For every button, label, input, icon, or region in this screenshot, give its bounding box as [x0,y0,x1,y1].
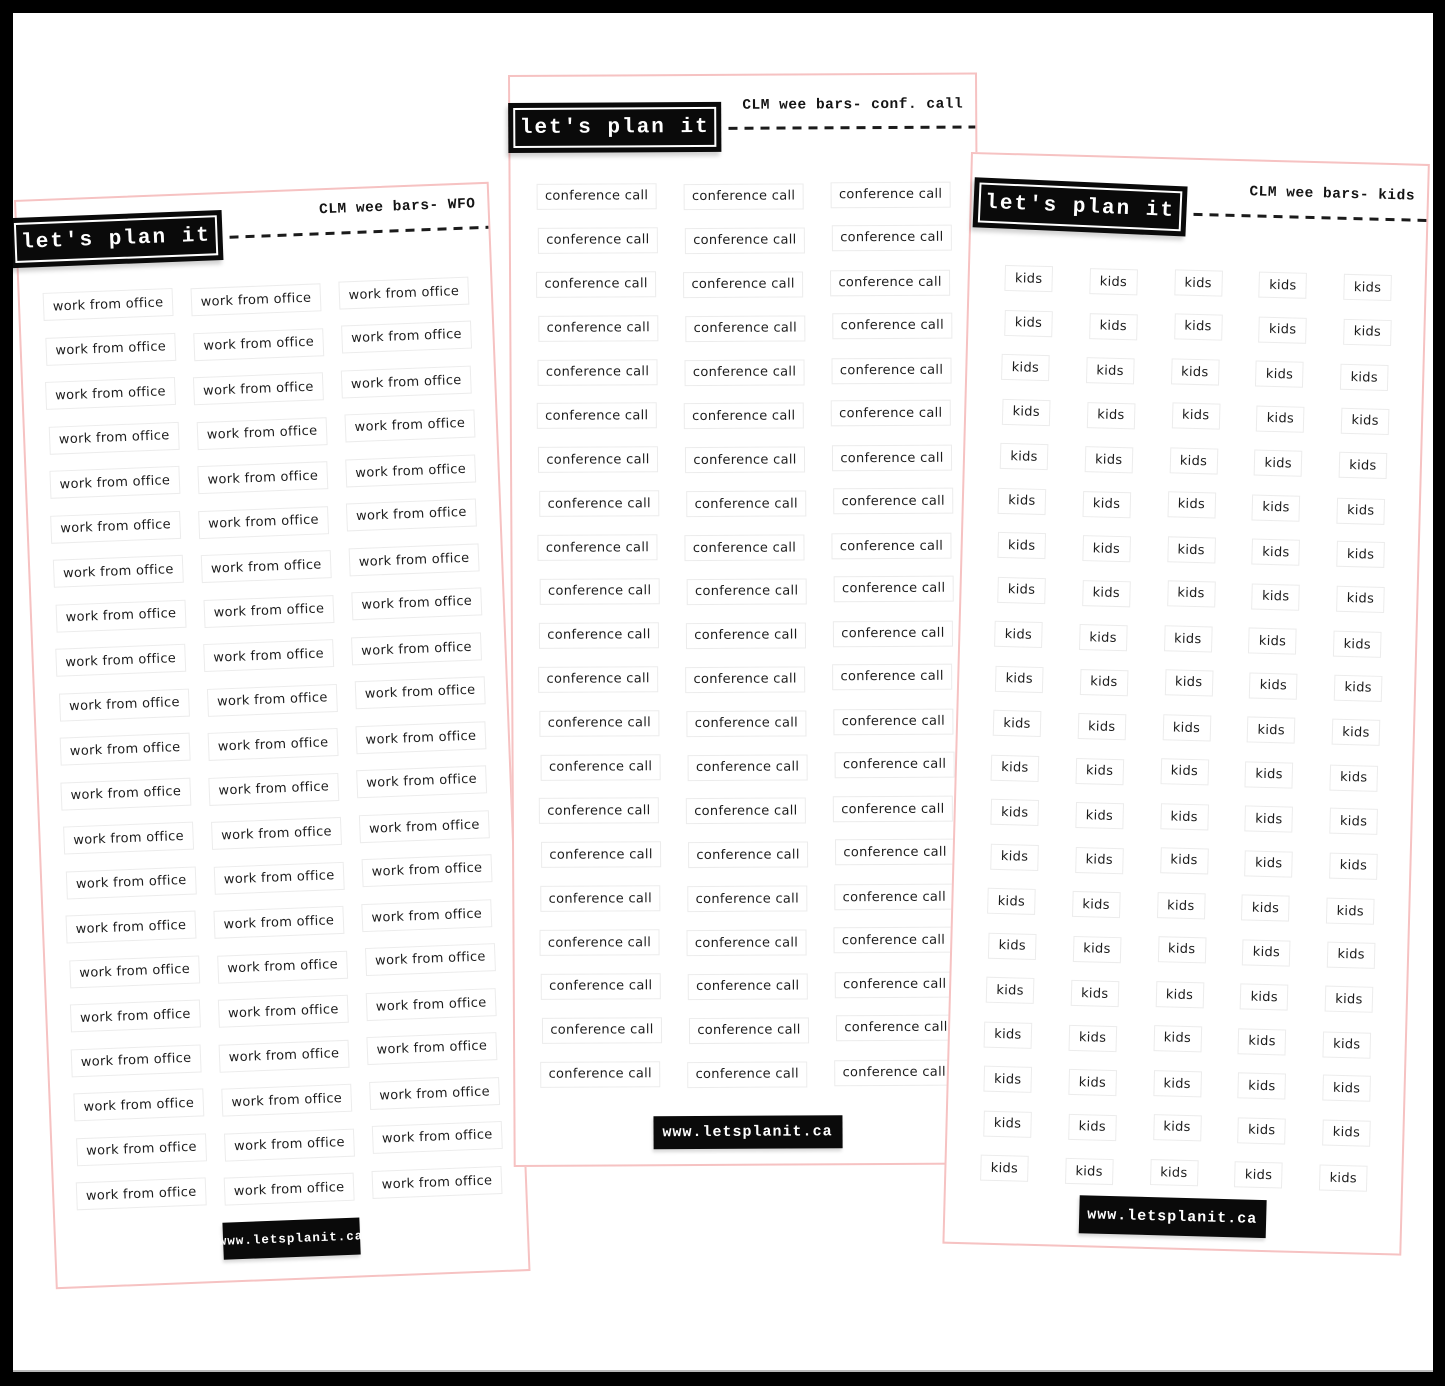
sticker: conference call [835,839,955,866]
sticker: conference call [688,973,808,1000]
sticker: kids [990,799,1039,826]
sticker-row [511,392,976,438]
sticker: conference call [539,798,659,825]
sticker: work from office [193,373,324,406]
sticker: kids [1234,1162,1283,1189]
sticker: conference call [835,972,955,999]
sticker: work from office [346,498,477,531]
sticker: work from office [76,1133,207,1166]
sticker: conference call [540,578,660,605]
sticker: kids [1249,672,1298,699]
sticker: work from office [193,328,324,361]
sticker: conference call [836,1015,956,1042]
sticker-row [512,436,977,482]
sticker: kids [1241,895,1290,922]
sticker: kids [1162,714,1211,741]
lets-plan-it-logo [973,177,1188,236]
sticker: kids [1252,494,1301,521]
sticker: conference call [683,271,803,298]
sticker: kids [984,1021,1033,1048]
sticker: conference call [833,708,953,735]
sticker: kids [1325,986,1374,1013]
sticker: work from office [355,722,486,755]
sticker-row [515,743,980,789]
sticker: conference call [830,269,950,296]
sticker: conference call [687,1061,807,1088]
sticker: kids [998,488,1047,515]
sticker-sheet-conf-call [508,73,983,1167]
sticker: work from office [355,676,486,709]
sticker: kids [1245,806,1294,833]
photo-canvas [13,13,1433,1370]
sticker: work from office [197,417,328,450]
sticker: kids [1242,939,1291,966]
sticker: work from office [349,544,480,577]
sticker: work from office [69,955,200,988]
sticker-row [515,831,980,877]
sticker: kids [1329,764,1378,791]
sticker: kids [1070,980,1119,1007]
sticker: kids [1072,891,1121,918]
sticker: kids [1237,1117,1286,1144]
sticker: conference call [542,1017,662,1044]
sticker: conference call [539,490,659,517]
sticker: conference call [687,886,807,913]
logo-text: let's plan it [20,223,212,255]
sticker: kids [1170,359,1219,386]
sticker: conference call [538,447,658,474]
logo-text: let's plan it [519,115,710,140]
sticker: kids [1336,497,1385,524]
sticker: kids [1248,628,1297,655]
sticker: work from office [208,728,339,761]
sticker-row [511,524,976,570]
sticker: conference call [538,227,658,254]
sticker: conference call [687,578,807,605]
sticker: conference call [686,798,806,825]
sticker: kids [980,1155,1029,1182]
sticker: kids [1073,936,1122,963]
sticker: work from office [203,595,334,628]
sticker: work from office [203,639,334,672]
sticker: kids [1157,892,1206,919]
sticker: conference call [832,312,952,339]
sticker-sheet-wfo [14,182,530,1289]
sticker: kids [1171,402,1220,429]
sticker: work from office [341,320,472,353]
sticker: kids [1153,1025,1202,1052]
sticker: kids [1336,585,1385,612]
sticker: kids [1247,717,1296,744]
sticker: conference call [688,842,808,869]
sticker: work from office [359,810,490,843]
sticker: kids [1329,852,1378,879]
sticker: work from office [76,1178,207,1211]
sticker: kids [1333,631,1382,658]
sticker: kids [1167,580,1216,607]
sticker: conference call [539,929,659,956]
sticker: conference call [686,930,806,957]
sticker: conference call [686,622,806,649]
sticker: kids [1240,984,1289,1011]
sticker-row [510,260,975,306]
sticker: kids [993,710,1042,737]
sticker: work from office [49,466,180,499]
sticker: conference call [831,400,951,427]
sticker: work from office [224,1173,355,1206]
sticker: conference call [833,621,953,648]
sticker: conference call [541,754,661,781]
sticker: work from office [344,409,475,442]
sticker: work from office [59,688,190,721]
sticker: conference call [833,927,953,954]
sticker: kids [1001,354,1050,381]
sticker: work from office [211,817,342,850]
sticker: work from office [60,777,191,810]
sticker: kids [1258,316,1307,343]
sticker: kids [1065,1158,1114,1185]
sticker: kids [997,577,1046,604]
sheet-title: CLM wee bars- WFO [318,196,476,219]
sticker: kids [1174,313,1223,340]
sticker: kids [1160,803,1209,830]
sticker: kids [1255,361,1304,388]
sheet-title: CLM wee bars- kids [1249,184,1416,205]
sticker: kids [1256,405,1305,432]
sticker: kids [1343,319,1392,346]
sticker: kids [1080,669,1129,696]
sticker: kids [1089,268,1138,295]
sticker: conference call [686,710,806,737]
website-footer [653,1115,842,1149]
sticker: conference call [537,359,657,386]
sticker: kids [1244,850,1293,877]
sticker: kids [1079,624,1128,651]
sticker: conference call [540,885,660,912]
sheet-title: CLM wee bars- conf. call [742,96,964,114]
sticker-row [514,1050,979,1096]
sticker: kids [986,977,1035,1004]
sticker: kids [1160,847,1209,874]
sticker: kids [1252,539,1301,566]
sticker: conference call [685,666,805,693]
sticker: kids [1153,1114,1202,1141]
sticker-row [515,963,980,1009]
sticker: kids [1082,491,1131,518]
sticker: work from office [362,854,493,887]
sticker: conference call [684,359,804,386]
lets-plan-it-logo [508,102,721,153]
sticker: kids [990,844,1039,871]
logo-text: let's plan it [984,191,1176,223]
dashed-divider [728,126,975,130]
sticker: kids [1164,669,1213,696]
sticker: conference call [832,225,952,252]
sticker-sheet-kids [942,152,1429,1256]
sticker: kids [1332,719,1381,746]
sticker: work from office [197,461,328,494]
sticker: work from office [60,733,191,766]
sticker: work from office [201,550,332,583]
sticker: kids [1254,450,1303,477]
sticker: kids [1336,541,1385,568]
sticker: kids [1084,446,1133,473]
sticker: kids [988,932,1037,959]
sticker: conference call [541,842,661,869]
sticker: work from office [70,1000,201,1033]
sticker: work from office [366,988,497,1021]
sticker: work from office [43,288,174,321]
sticker: kids [1167,537,1216,564]
sticker: conference call [538,666,658,693]
sticker: work from office [351,587,482,620]
sticker: work from office [53,555,184,588]
sticker-grid [19,268,526,1220]
sticker: work from office [66,866,197,899]
website-footer [1078,1195,1266,1238]
sticker: kids [1160,758,1209,785]
sticker-row [513,480,978,526]
sticker: work from office [218,995,349,1028]
sticker: work from office [372,1121,503,1154]
sticker: work from office [191,284,322,317]
sticker: work from office [356,765,487,798]
sticker: kids [1174,270,1223,297]
sticker: conference call [684,183,804,210]
sticker: kids [1002,399,1051,426]
sticker: kids [1068,1025,1117,1052]
sticker: kids [995,666,1044,693]
sticker: kids [1153,1070,1202,1097]
sticker: conference call [831,357,951,384]
website-url: www.letsplanit.ca [1086,1205,1258,1228]
sticker: kids [1326,898,1375,925]
sticker: kids [1245,761,1294,788]
sticker: conference call [833,796,953,823]
sticker: conference call [832,445,952,472]
sticker: work from office [365,943,496,976]
sticker: work from office [55,644,186,677]
sticker: conference call [539,710,659,737]
sticker: kids [1340,364,1389,391]
sticker: work from office [369,1077,500,1110]
sticker: kids [983,1066,1032,1093]
sticker: conference call [536,271,656,298]
sticker: kids [1089,313,1138,340]
sticker: work from office [45,377,176,410]
sticker: work from office [66,911,197,944]
sticker: conference call [834,576,954,603]
sticker: work from office [213,906,344,939]
sticker: kids [1322,1075,1371,1102]
sticker: conference call [685,227,805,254]
sticker: work from office [345,455,476,488]
sticker: kids [1157,936,1206,963]
sticker: work from office [361,899,492,932]
sticker: work from office [338,277,469,310]
website-url: www.letsplanit.ca [662,1123,833,1142]
sticker: conference call [541,973,661,1000]
sticker: kids [983,1110,1032,1137]
sticker: conference call [831,182,951,209]
website-url: www.letsplanit.ca [218,1228,364,1249]
sticker: work from office [351,633,482,666]
sticker: kids [1155,981,1204,1008]
sticker: kids [1082,580,1131,607]
sticker: kids [1150,1159,1199,1186]
sticker: work from office [71,1044,202,1077]
sticker: work from office [366,1032,497,1065]
sticker: kids [1068,1069,1117,1096]
sticker: conference call [684,403,804,430]
sticker: conference call [834,884,954,911]
sticker: conference call [684,535,804,562]
sticker: kids [1339,452,1388,479]
dashed-divider [1193,213,1426,222]
sticker: work from office [63,822,194,855]
sticker: kids [1329,808,1378,835]
sticker: kids [1322,1031,1371,1058]
sticker-row [513,919,978,965]
sticker: conference call [537,534,657,561]
sticker: work from office [207,684,338,717]
sticker: kids [1163,625,1212,652]
sticker: kids [1251,583,1300,610]
sticker-row [511,173,976,219]
sticker: conference call [540,1061,660,1088]
sticker: conference call [832,663,952,690]
sticker: conference call [538,315,658,342]
dashed-divider [230,226,489,239]
sticker: kids [1075,802,1124,829]
sticker: kids [987,888,1036,915]
sticker: kids [991,754,1040,781]
sticker-row [512,655,977,701]
sticker: conference call [537,403,657,430]
sticker: kids [1068,1114,1117,1141]
sticker: kids [1077,713,1126,740]
sticker: kids [994,621,1043,648]
sticker-row [513,699,978,745]
sticker: conference call [539,622,659,649]
sticker-row [511,348,976,394]
sticker: kids [1322,1119,1371,1146]
sticker: conference call [688,754,808,781]
lets-plan-it-logo [13,210,223,268]
sticker: conference call [686,491,806,518]
sticker: work from office [214,862,345,895]
sticker: kids [1004,310,1053,337]
sticker: kids [1327,941,1376,968]
sticker: kids [1000,443,1049,470]
sticker: work from office [219,1040,350,1073]
sticker-row [512,216,977,262]
sticker: kids [1087,402,1136,429]
sticker: kids [1075,758,1124,785]
sticker-grid [946,255,1425,1201]
sticker: kids [1004,265,1053,292]
sticker: work from office [45,333,176,366]
sticker: kids [1238,1073,1287,1100]
sticker: kids [1082,535,1131,562]
sticker: conference call [833,488,953,515]
sticker: work from office [50,511,181,544]
sticker: conference call [685,315,805,342]
sticker: work from office [208,773,339,806]
sticker: kids [1086,357,1135,384]
sticker: work from office [224,1128,355,1161]
sticker: kids [1341,408,1390,435]
sticker: work from office [372,1166,503,1199]
sticker: conference call [689,1017,809,1044]
sticker: conference call [834,1059,954,1086]
sticker: work from office [56,599,187,632]
sticker-row [516,1006,981,1052]
sticker: work from office [49,422,180,455]
sticker: kids [1259,272,1308,299]
sticker-row [514,875,979,921]
sticker: work from office [341,366,472,399]
sticker: kids [997,532,1046,559]
sticker: conference call [835,751,955,778]
sticker: kids [1319,1165,1368,1192]
sticker: kids [1334,674,1383,701]
sticker: conference call [685,447,805,474]
sticker: kids [1343,274,1392,301]
sticker-row [512,304,977,350]
sticker: kids [1169,448,1218,475]
sticker-row [513,611,978,657]
sticker: kids [1075,847,1124,874]
sticker: work from office [221,1084,352,1117]
sticker: work from office [198,506,329,539]
website-footer [218,1218,364,1260]
sticker: work from office [217,951,348,984]
sticker: kids [1238,1028,1287,1055]
sticker: kids [1167,491,1216,518]
sticker: conference call [537,183,657,210]
sticker-row [513,787,978,833]
sticker: conference call [831,533,951,560]
sticker: work from office [73,1089,204,1122]
sticker-grid [511,173,981,1097]
sticker-row [514,568,979,614]
